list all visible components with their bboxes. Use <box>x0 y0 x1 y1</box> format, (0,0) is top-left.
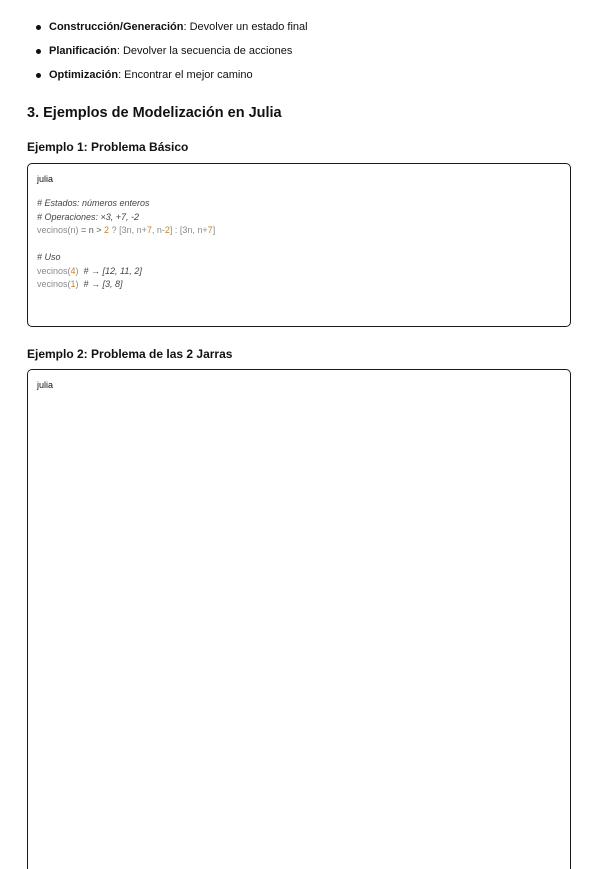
bullet-icon <box>36 49 41 54</box>
bullet-icon <box>36 73 41 78</box>
code-block-example-2[interactable] <box>27 369 571 869</box>
code-language-label: julia <box>37 174 54 184</box>
code-token: 1 <box>70 279 76 289</box>
list-item <box>36 44 556 58</box>
code-token: , n- <box>151 225 165 235</box>
code-token: ? [3n, n+ <box>109 225 147 235</box>
code-token: 2 <box>104 225 110 235</box>
list-item-label: Planificación <box>49 45 117 57</box>
code-token: ) <box>75 279 79 289</box>
code-content <box>37 197 561 292</box>
code-comment: # → [3, 8] <box>78 279 123 289</box>
code-token: 7 <box>207 225 213 235</box>
list-item <box>36 68 556 82</box>
code-comment: # Estados: números enteros <box>37 198 150 208</box>
list-item-label: Optimización <box>49 69 119 81</box>
code-token: vecinos( <box>37 265 71 276</box>
code-comment: # Uso <box>37 252 61 262</box>
code-token: vecinos(n) <box>37 225 79 235</box>
code-line <box>37 265 561 279</box>
code-token: ] <box>212 225 216 235</box>
bullet-icon <box>36 25 41 30</box>
example-1-heading: Ejemplo 1: Problema Básico <box>27 140 189 154</box>
code-comment: # → [12, 11, 2] <box>78 265 142 276</box>
code-language-label: julia <box>37 380 54 390</box>
section-heading: 3. Ejemplos de Modelización en Julia <box>27 105 282 121</box>
code-token: ] : [3n, n+ <box>169 225 208 235</box>
bullet-list <box>36 20 556 92</box>
code-token: vecinos( <box>37 279 71 289</box>
code-block-example-1[interactable] <box>27 163 571 327</box>
code-token: 7 <box>146 225 152 235</box>
code-token: 4 <box>70 265 76 276</box>
code-line <box>37 224 561 238</box>
code-line <box>37 278 561 292</box>
example-2-heading: Ejemplo 2: Problema de las 2 Jarras <box>27 347 233 361</box>
list-item-label: Construcción/Generación <box>49 21 184 33</box>
list-item <box>36 20 556 34</box>
list-item-text: : Devolver la secuencia de acciones <box>116 45 293 57</box>
code-token: ) <box>75 265 79 276</box>
list-item-text: : Encontrar el mejor camino <box>118 69 253 81</box>
code-token: 2 <box>164 225 170 235</box>
list-item-text: : Devolver un estado final <box>183 21 308 33</box>
code-token: = n > <box>78 225 105 235</box>
code-blank-line <box>37 238 561 252</box>
code-comment: # Operaciones: ×3, +7, -2 <box>37 211 140 222</box>
